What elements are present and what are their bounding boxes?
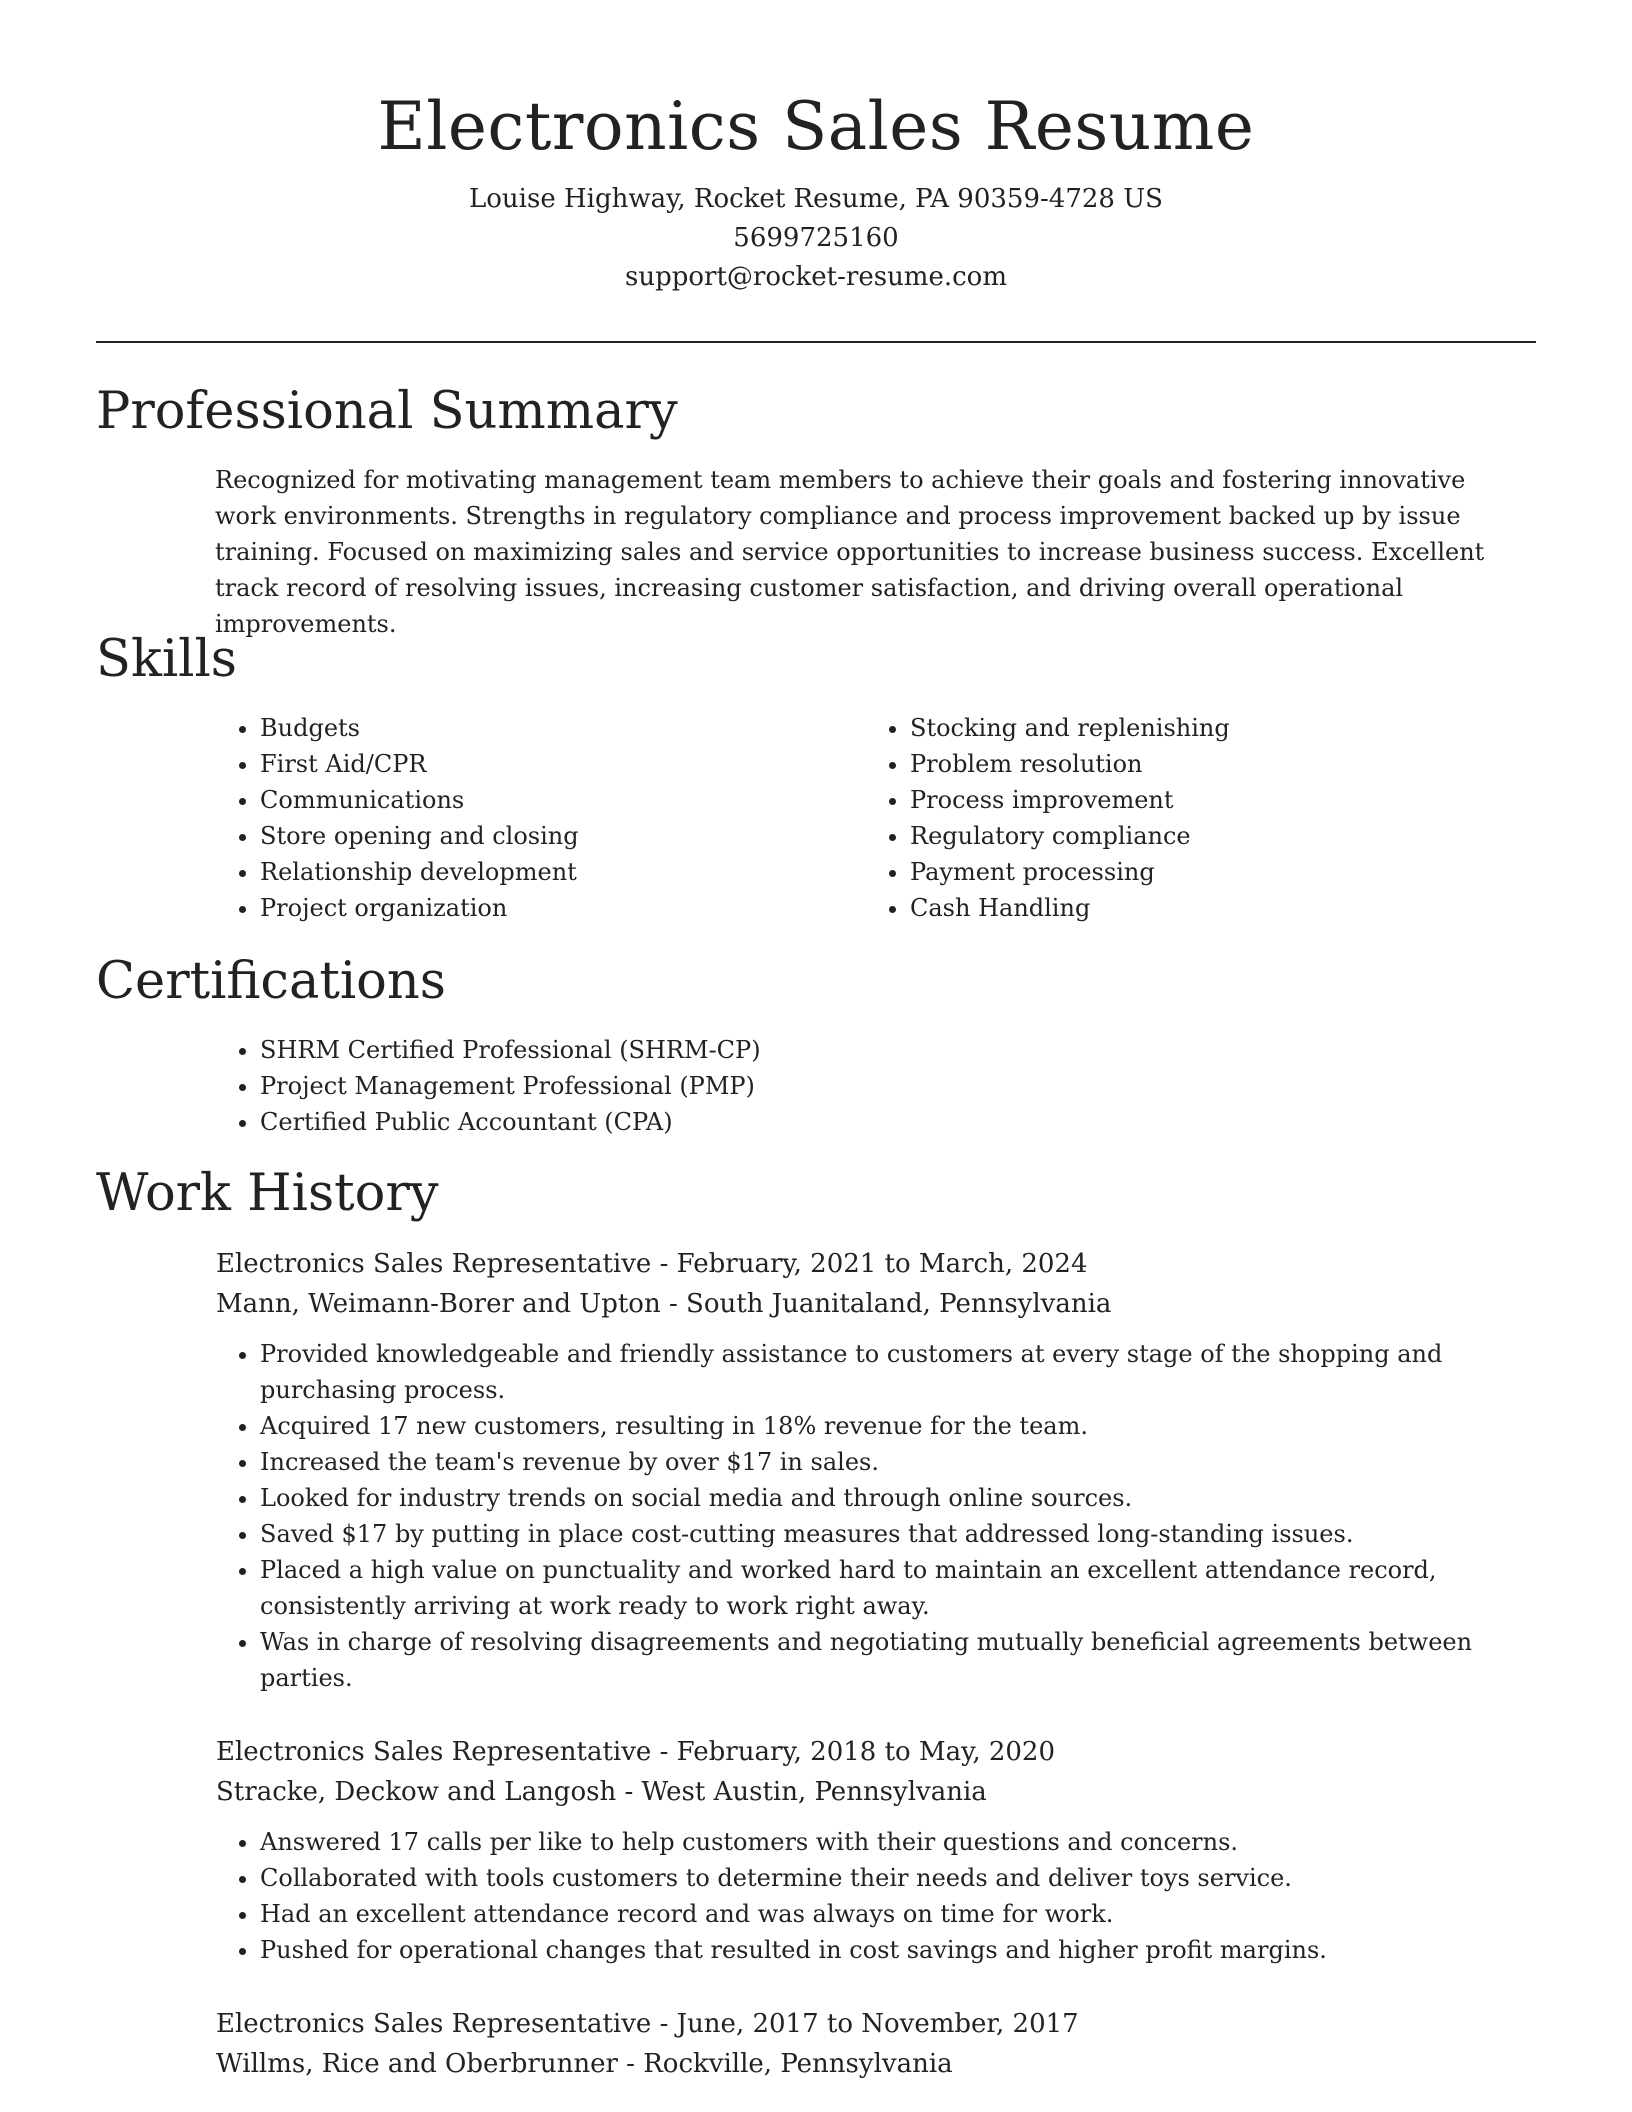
- job-title-line: [216, 2004, 1536, 2044]
- job-location: Rockville, Pennsylvania: [643, 2049, 953, 2079]
- contact-block: [96, 180, 1536, 297]
- summary-text: Recognized for motivating management team members to achieve their goals and fostering innovative work environments. Strengths in regulatory compliance and process improvement backed up by issue training. Focused on maximizing sales and service opportunities to increase business success. Excellent track record of resolving issues, increasing customer satisfaction, and driving overall operational improvements.: [215, 466, 1485, 638]
- job-dates: June, 2017 to November, 2017: [676, 2009, 1079, 2039]
- job-company: Stracke, Deckow and Langosh: [216, 1777, 617, 1807]
- skill-item: • First Aid/CPR: [260, 746, 816, 782]
- skill-item: • Cash Handling: [910, 890, 1466, 926]
- job-dates: February, 2018 to May, 2020: [676, 1737, 1056, 1767]
- skills-column-right: [866, 710, 1466, 926]
- job-title: Electronics Sales Representative: [216, 2009, 652, 2039]
- job-title: Electronics Sales Representative: [216, 1737, 652, 1767]
- skill-item: • Relationship development: [260, 854, 816, 890]
- job-separator: -: [651, 1249, 677, 1279]
- skills-list-left: [216, 710, 816, 926]
- skills-list-right: [866, 710, 1466, 926]
- job-separator: -: [651, 2009, 677, 2039]
- skill-item: • Communications: [260, 782, 816, 818]
- job-bullets: [216, 1336, 1550, 1696]
- skills-heading: Skills: [96, 630, 237, 689]
- job-bullet: • Had an excellent attendance record and was always on time for work.: [260, 1896, 1550, 1932]
- skill-item: • Payment processing: [910, 854, 1466, 890]
- job-bullet: • Looked for industry trends on social media and through online sources.: [260, 1480, 1550, 1516]
- work-history-heading: Work History: [96, 1164, 439, 1223]
- skill-item: • Problem resolution: [910, 746, 1466, 782]
- contact-email: support@rocket-resume.com: [624, 262, 1007, 292]
- job-company: Willms, Rice and Oberbrunner: [216, 2049, 618, 2079]
- header-divider: [96, 341, 1536, 343]
- job-separator: -: [616, 1777, 642, 1807]
- document-title: Electronics Sales Resume: [377, 88, 1255, 165]
- job-location: South Juanitaland, Pennsylvania: [686, 1289, 1112, 1319]
- resume-header: [96, 84, 1536, 297]
- job-company-line: [216, 1284, 1536, 1324]
- skill-item: • Process improvement: [910, 782, 1466, 818]
- contact-phone: 5699725160: [733, 223, 899, 253]
- skill-item: • Project organization: [260, 890, 816, 926]
- job-bullet: • Pushed for operational changes that resulted in cost savings and higher profit margins.: [260, 1932, 1550, 1968]
- skill-item: • Budgets: [260, 710, 816, 746]
- job-bullet: • Increased the team's revenue by over $17 in sales.: [260, 1444, 1550, 1480]
- job-entry: [216, 1244, 1536, 1696]
- job-separator: -: [651, 1737, 677, 1767]
- skill-item: • Store opening and closing: [260, 818, 816, 854]
- job-bullet: • Acquired 17 new customers, resulting in 18% revenue for the team.: [260, 1408, 1550, 1444]
- job-bullet: • Was in charge of resolving disagreements and negotiating mutually beneficial agreements between parties.: [260, 1624, 1550, 1696]
- job-title-line: [216, 1244, 1536, 1284]
- job-dates: February, 2021 to March, 2024: [676, 1249, 1088, 1279]
- job-company-line: [216, 2044, 1536, 2084]
- contact-address: Louise Highway, Rocket Resume, PA 90359-4728 US: [469, 184, 1163, 214]
- job-entry: [216, 2004, 1536, 2084]
- skill-item: • Stocking and replenishing: [910, 710, 1466, 746]
- certification-item: • Certified Public Accountant (CPA): [260, 1104, 1116, 1140]
- certifications-heading: Certifications: [96, 952, 446, 1011]
- job-bullet: • Saved $17 by putting in place cost-cutting measures that addressed long-standing issues.: [260, 1516, 1550, 1552]
- job-bullet: • Collaborated with tools customers to determine their needs and deliver toys service.: [260, 1860, 1550, 1896]
- certifications-list: [216, 1032, 1116, 1140]
- job-title-line: [216, 1732, 1536, 1772]
- certification-item: • SHRM Certified Professional (SHRM-CP): [260, 1032, 1116, 1068]
- job-bullets: [216, 1824, 1550, 1968]
- certifications-block: [216, 1032, 1116, 1140]
- job-company-line: [216, 1772, 1536, 1812]
- skill-item: • Regulatory compliance: [910, 818, 1466, 854]
- job-bullet: • Placed a high value on punctuality and worked hard to maintain an excellent attendance record, consistently arriving at work ready to work right away.: [260, 1552, 1550, 1624]
- job-separator: -: [617, 2049, 644, 2079]
- job-title: Electronics Sales Representative: [216, 1249, 652, 1279]
- job-bullet: • Provided knowledgeable and friendly assistance to customers at every stage of the shopping and purchasing process.: [260, 1336, 1550, 1408]
- summary-heading: Professional Summary: [96, 382, 678, 441]
- job-location: West Austin, Pennsylvania: [641, 1777, 987, 1807]
- job-entry: [216, 1732, 1536, 1968]
- job-bullet: • Answered 17 calls per like to help customers with their questions and concerns.: [260, 1824, 1550, 1860]
- job-company: Mann, Weimann-Borer and Upton: [216, 1289, 661, 1319]
- skills-column-left: [216, 710, 816, 926]
- certification-item: • Project Management Professional (PMP): [260, 1068, 1116, 1104]
- job-separator: -: [660, 1289, 687, 1319]
